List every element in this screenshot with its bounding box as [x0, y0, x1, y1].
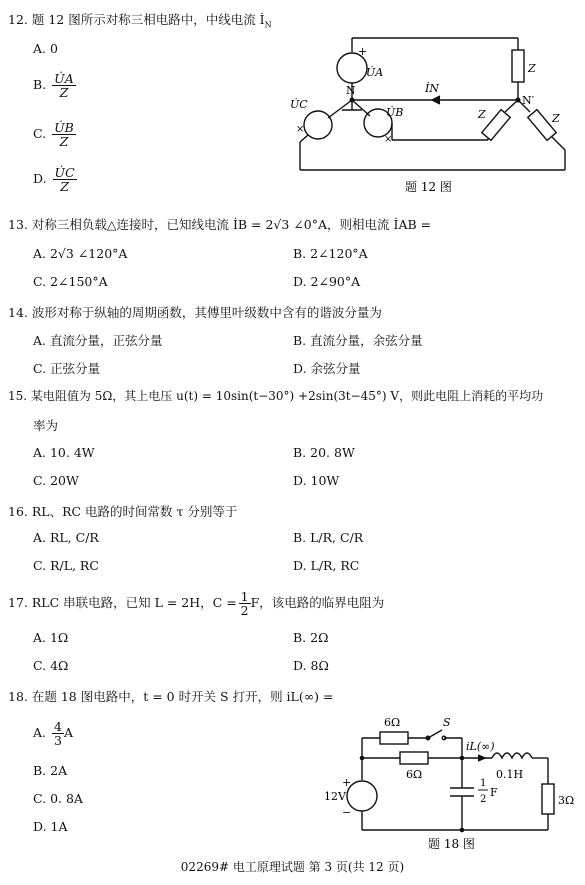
q12-d-num: U̇C [54, 165, 75, 180]
q17-option-b: B. 2Ω [293, 630, 329, 645]
q12-option-b-fraction [52, 72, 76, 99]
q12-d-den: Z [60, 179, 69, 195]
q12-option-d [33, 166, 77, 193]
q12-option-c-fraction [52, 121, 76, 148]
q17-fraction [239, 590, 251, 617]
q16-option-c: C. R/L, RC [33, 558, 99, 573]
fig18-label-r2: 6Ω [406, 768, 423, 781]
q18-option-a [33, 720, 73, 747]
fig18-plus: + [342, 776, 352, 789]
q12-option-a: A. 0 [33, 41, 58, 56]
q12-option-c [33, 121, 76, 148]
q12-b-den: Z [59, 85, 69, 101]
q12-option-b-prefix: B. [33, 77, 47, 93]
fig18-label-r1: 6Ω [384, 716, 401, 729]
q12-stem-text: 12. 题 12 图所示对称三相电路中，中线电流 İ [8, 12, 265, 27]
fig12-label-z2: Z [478, 108, 486, 121]
q16-stem: 16. RL、RC 电路的时间常数 τ 分别等于 [8, 504, 238, 519]
q14-option-c: C. 正弦分量 [33, 361, 101, 376]
fig18-minus: − [342, 806, 352, 819]
q16-option-b: B. L/R, C/R [293, 530, 364, 545]
fig18-cap-unit: F [490, 786, 498, 799]
fig12-label-n: N [346, 84, 356, 97]
fig18-label-v: 12V [324, 790, 346, 803]
fig18-label-r3: 3Ω [558, 794, 575, 807]
q14-option-a: A. 直流分量，正弦分量 [33, 333, 163, 348]
q18-a-den: 3 [54, 733, 62, 749]
q17-option-c: C. 4Ω [33, 658, 69, 673]
q18-stem: 18. 在题 18 图电路中，t = 0 时开关 S 打开，则 iL(∞) = [8, 689, 334, 704]
q13-option-b: B. 2∠120°A [293, 246, 368, 261]
q12-option-d-fraction [53, 166, 77, 193]
q12-stem [8, 10, 272, 30]
fig18-cap-den: 2 [480, 794, 487, 805]
fig18-cap-num: 1 [480, 778, 487, 789]
q15-stem-line1: 15. 某电阻值为 5Ω，其上电压 u(t) = 10sin(t−30°) +2sin(3t−45°) V，则此电阻上消耗的平均功 [8, 389, 544, 403]
q17-stem-post: F，该电路的临界电阻为 [250, 595, 385, 611]
q14-option-b: B. 直流分量，余弦分量 [293, 333, 423, 348]
q13-option-d: D. 2∠90°A [293, 274, 361, 289]
fig18-circuit-diagram [320, 712, 582, 852]
q17-frac-den: 2 [240, 603, 249, 619]
q18-option-a-unit: A [63, 725, 73, 741]
q12-c-num: U̇B [54, 120, 74, 135]
page-footer: 02269# 电工原理试题 第 3 页(共 12 页) [180, 860, 405, 874]
q12-option-d-prefix: D. [33, 171, 47, 187]
q13-option-a: A. 2√3 ∠120°A [33, 246, 128, 261]
fig12-label-z1: Z [528, 62, 536, 75]
fig18-label-l: 0.1H [496, 768, 524, 781]
q17-option-d: D. 8Ω [293, 658, 329, 673]
fig12-label-uc: U̇C [290, 98, 308, 111]
q15-option-b: B. 20. 8W [293, 445, 355, 460]
q12-c-den: Z [59, 134, 69, 150]
fig12-label-z3: Z [552, 112, 560, 125]
q12-b-num: U̇A [54, 71, 74, 86]
fig12-plus-a: + [358, 45, 368, 58]
q17-frac-num: 1 [240, 589, 249, 604]
q18-option-b: B. 2A [33, 763, 68, 778]
q16-option-a: A. RL, C/R [33, 530, 99, 545]
q18-option-a-fraction [52, 720, 64, 747]
q18-option-d: D. 1A [33, 819, 68, 834]
q16-option-d: D. L/R, RC [293, 558, 360, 573]
fig18-caption: 题 18 图 [428, 837, 475, 851]
q15-option-c: C. 20W [33, 473, 79, 488]
q12-option-c-prefix: C. [33, 126, 47, 142]
fig12-label-ua: U̇A [366, 66, 384, 79]
q17-option-a: A. 1Ω [33, 630, 69, 645]
q12-stem-sub: N [264, 20, 272, 30]
q15-option-a: A. 10. 4W [33, 445, 95, 460]
q13-stem: 13. 对称三相负载△连接时，已知线电流 İB = 2√3 ∠0°A，则相电流 İAB = [8, 217, 432, 232]
q17-stem [8, 590, 384, 617]
q18-option-a-prefix: A. [33, 725, 47, 741]
fig12-circuit-diagram [290, 30, 580, 200]
fig18-label-il: iL(∞) [466, 740, 495, 753]
q14-stem: 14. 波形对称于纵轴的周期函数，其傅里叶级数中含有的谐波分量为 [8, 305, 382, 320]
fig12-cross-c: × [296, 124, 305, 135]
q15-option-d: D. 10W [293, 473, 340, 488]
fig12-label-nprime: N′ [522, 94, 535, 107]
fig12-label-in: İN [425, 82, 439, 95]
q17-stem-pre: 17. RLC 串联电路，已知 L = 2H，C = [8, 595, 237, 611]
q13-option-c: C. 2∠150°A [33, 274, 108, 289]
q15-stem-line2: 率为 [33, 418, 59, 433]
fig12-label-ub: U̇B [386, 106, 404, 119]
fig12-cross-b: × [384, 134, 393, 145]
q18-a-num: 4 [54, 719, 62, 734]
q14-option-d: D. 余弦分量 [293, 361, 361, 376]
fig12-caption: 题 12 图 [405, 180, 452, 194]
fig18-label-s: S [443, 716, 451, 729]
q18-option-c: C. 0. 8A [33, 791, 83, 806]
q12-option-b [33, 72, 76, 99]
